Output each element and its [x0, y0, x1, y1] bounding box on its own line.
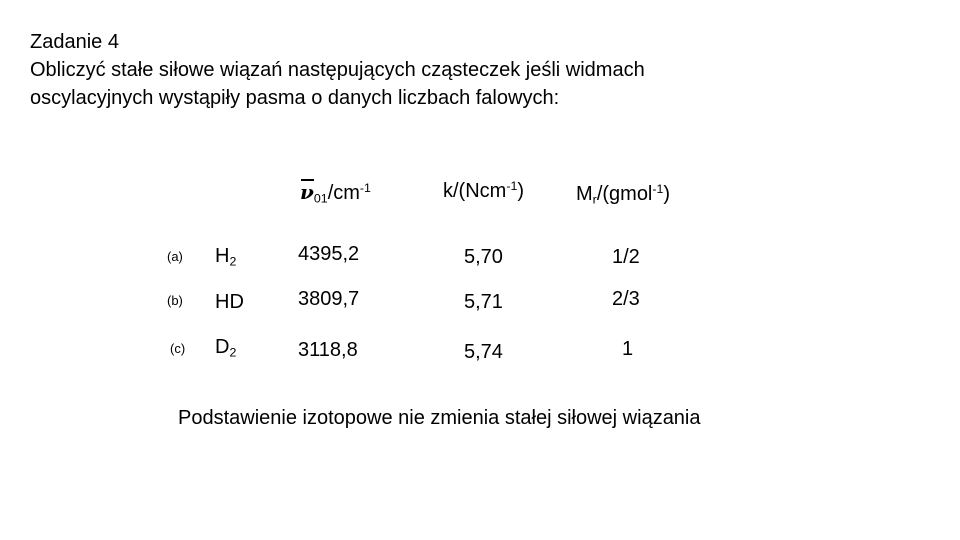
molar-mass-cell: 1/2 — [612, 246, 640, 268]
task-text-line-2: oscylacyjnych wystąpiły pasma o danych liczbach falowych: — [30, 87, 560, 109]
molar-mass-cell: 2/3 — [612, 288, 640, 310]
wavenumber-cell: 3809,7 — [298, 288, 360, 310]
force-constant-cell: 5,70 — [464, 246, 503, 268]
task-header — [30, 28, 930, 112]
wavenumber-cell: 4395,2 — [298, 243, 360, 265]
column-header-force-constant: k/(Ncm$^{-1}$) — [443, 179, 525, 202]
force-constant-cell: 5,71 — [464, 291, 503, 313]
task-text-line-1: Obliczyć stałe siłowe wiązań następujących cząsteczek jeśli widmach — [30, 59, 645, 81]
force-constant-cell: 5,74 — [464, 341, 503, 363]
wavenumber-cell: 3118,8 — [298, 339, 358, 361]
column-header-wavenumber: $\nu_{01}/cm^{-1}$ — [300, 180, 371, 206]
task-title: Zadanie 4 — [30, 31, 119, 53]
molar-mass-cell: 1 — [622, 338, 634, 360]
molecule-cell: HD — [215, 291, 244, 313]
nu-bar-symbol: ν — [300, 180, 314, 204]
row-label: (b) — [167, 293, 183, 308]
molecule-cell: $D_2$ — [215, 336, 237, 360]
conclusion-text: Podstawienie izotopowe nie zmienia stałej siłowej wiązania — [178, 407, 701, 429]
row-label: (a) — [167, 249, 183, 264]
row-label: (c) — [170, 341, 186, 356]
column-header-molar-mass: $M_r/(gmol^{-1})$ — [576, 182, 671, 207]
molecule-cell: $H_2$ — [215, 245, 237, 269]
